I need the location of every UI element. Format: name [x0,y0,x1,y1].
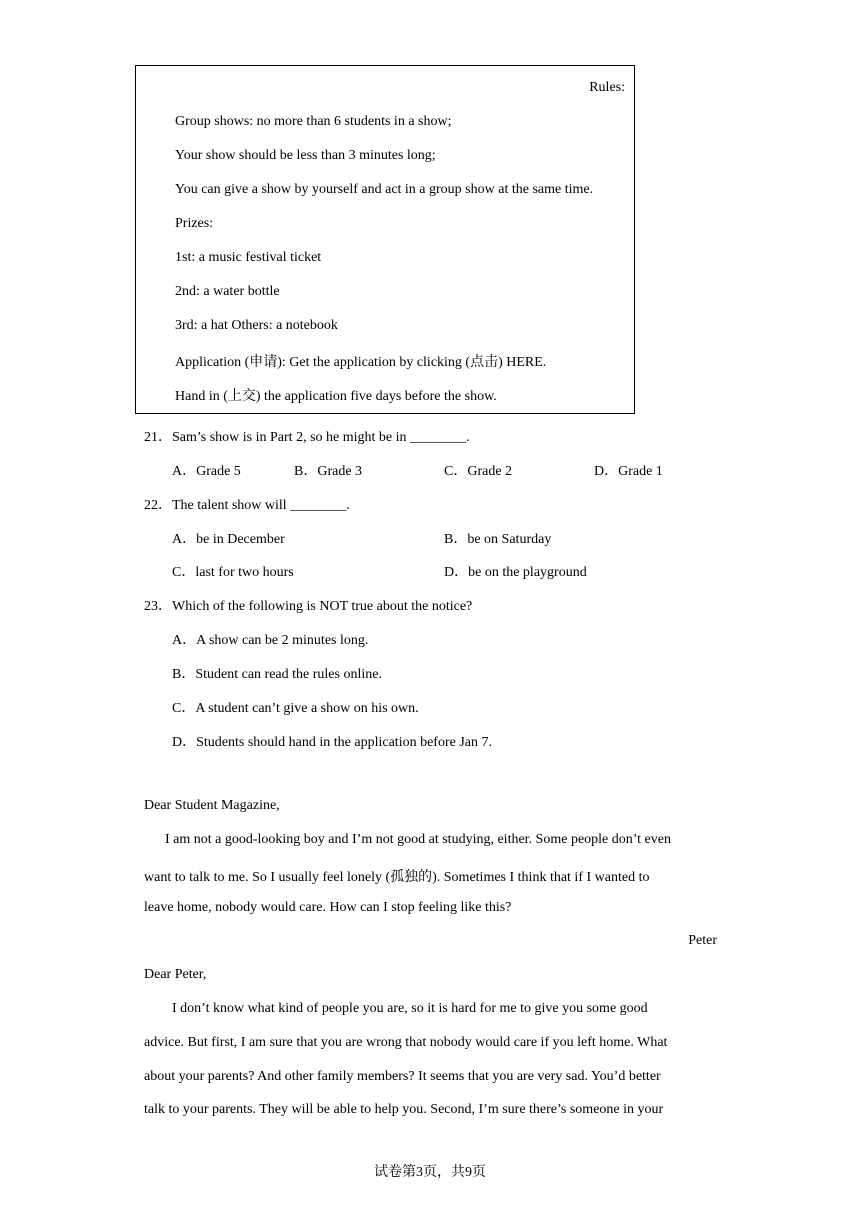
letter-line: talk to your parents. They will be able to help you. Second, I’m sure there’s someone in your [144,1102,664,1117]
letter-line: about your parents? And other family members? It seems that you are very sad. You’d better [144,1069,661,1084]
option: C．last for two hours [172,565,294,580]
letter-salutation: Dear Student Magazine, [144,798,280,813]
notice-line: Your show should be less than 3 minutes long; [175,148,436,163]
page-footer: 试卷第3页，共9页 [374,1165,486,1180]
rules-heading: Rules: [589,80,625,95]
question-stem: 21．Sam’s show is in Part 2, so he might be in ________. [144,430,470,445]
letter-signature: Peter [688,933,717,948]
notice-box [135,65,635,414]
option: B．Student can read the rules online. [172,667,382,682]
notice-line: Group shows: no more than 6 students in a show; [175,114,452,129]
notice-line: Application (申请): Get the application by clicking (点击) HERE. [175,355,547,370]
letter-line: I am not a good-looking boy and I’m not good at studying, either. Some people don’t even [165,832,671,847]
question-stem: 23．Which of the following is NOT true about the notice? [144,599,473,614]
notice-line: Hand in (上交) the application five days before the show. [175,389,497,404]
question-stem: 22．The talent show will ________. [144,498,350,513]
option: A．A show can be 2 minutes long. [172,633,369,648]
letter-line: want to talk to me. So I usually feel lonely (孤独的). Sometimes I think that if I wanted to [144,870,650,885]
option: D．Grade 1 [594,464,663,479]
option: C．A student can’t give a show on his own. [172,701,419,716]
notice-line: 1st: a music festival ticket [175,250,322,265]
letter-line: advice. But first, I am sure that you are wrong that nobody would care if you left home. What [144,1035,668,1050]
option: D．Students should hand in the application before Jan 7. [172,735,492,750]
option: D．be on the playground [444,565,587,580]
option: A．be in December [172,532,285,547]
letter-salutation: Dear Peter, [144,967,207,982]
letter-line: I don’t know what kind of people you are, so it is hard for me to give you some good [172,1001,648,1016]
notice-line: You can give a show by yourself and act in a group show at the same time. [175,182,594,197]
notice-line: 3rd: a hat Others: a notebook [175,318,338,333]
notice-line: 2nd: a water bottle [175,284,280,299]
option: B．be on Saturday [444,532,552,547]
letter-line: leave home, nobody would care. How can I stop feeling like this? [144,900,512,915]
option: A．Grade 5 [172,464,241,479]
option: C．Grade 2 [444,464,513,479]
option: B．Grade 3 [294,464,363,479]
prizes-heading: Prizes: [175,216,214,231]
